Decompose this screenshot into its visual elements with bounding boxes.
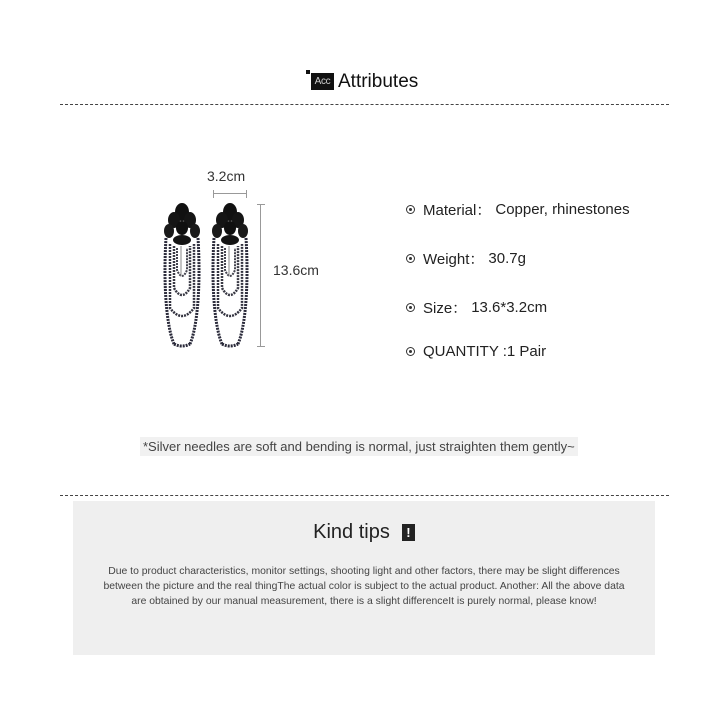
top-divider (60, 104, 669, 105)
care-note: *Silver needles are soft and bending is normal, just straighten them gently~ (140, 437, 578, 456)
header-title: Attributes (338, 71, 419, 92)
height-ruler (260, 204, 261, 347)
spec-label: Size： (423, 300, 468, 317)
spec-weight (406, 248, 526, 269)
bullet-icon (406, 205, 415, 214)
height-label: 13.6cm (273, 262, 319, 278)
bullet-icon (406, 303, 415, 312)
spec-value: 30.7g (488, 250, 526, 267)
spec-material (406, 199, 630, 220)
width-label: 3.2cm (207, 168, 246, 184)
bottom-divider (60, 495, 669, 496)
kind-tips-title: Kind tips (313, 521, 390, 543)
section-header (306, 68, 418, 96)
bullet-icon (406, 347, 415, 356)
spec-size (406, 297, 547, 318)
spec-value: 13.6*3.2cm (471, 299, 548, 316)
exclamation-icon: ! (402, 524, 415, 541)
kind-tips-heading (73, 521, 655, 544)
kind-tips-body: Due to product characteristics, monitor settings, shooting light and other factors, there may be slight differences between the picture and the real thingThe actual color is subject to the actual product. Another: All the above data are obtained by our manual measurement, there is a slight differenceIt is purely normal, please know! (103, 566, 625, 607)
header-badge-text: Acc (311, 73, 334, 90)
spec-label: Material： (423, 202, 492, 219)
earrings-image (160, 198, 256, 350)
spec-label: QUANTITY : (423, 343, 507, 360)
bullet-icon (406, 254, 415, 263)
header-badge (306, 73, 334, 91)
spec-quantity (406, 343, 546, 360)
spec-value: Copper, rhinestones (495, 201, 630, 218)
spec-value: 1 Pair (506, 343, 547, 360)
kind-tips-panel (73, 501, 655, 655)
width-ruler (213, 193, 247, 194)
spec-label: Weight： (423, 251, 485, 268)
